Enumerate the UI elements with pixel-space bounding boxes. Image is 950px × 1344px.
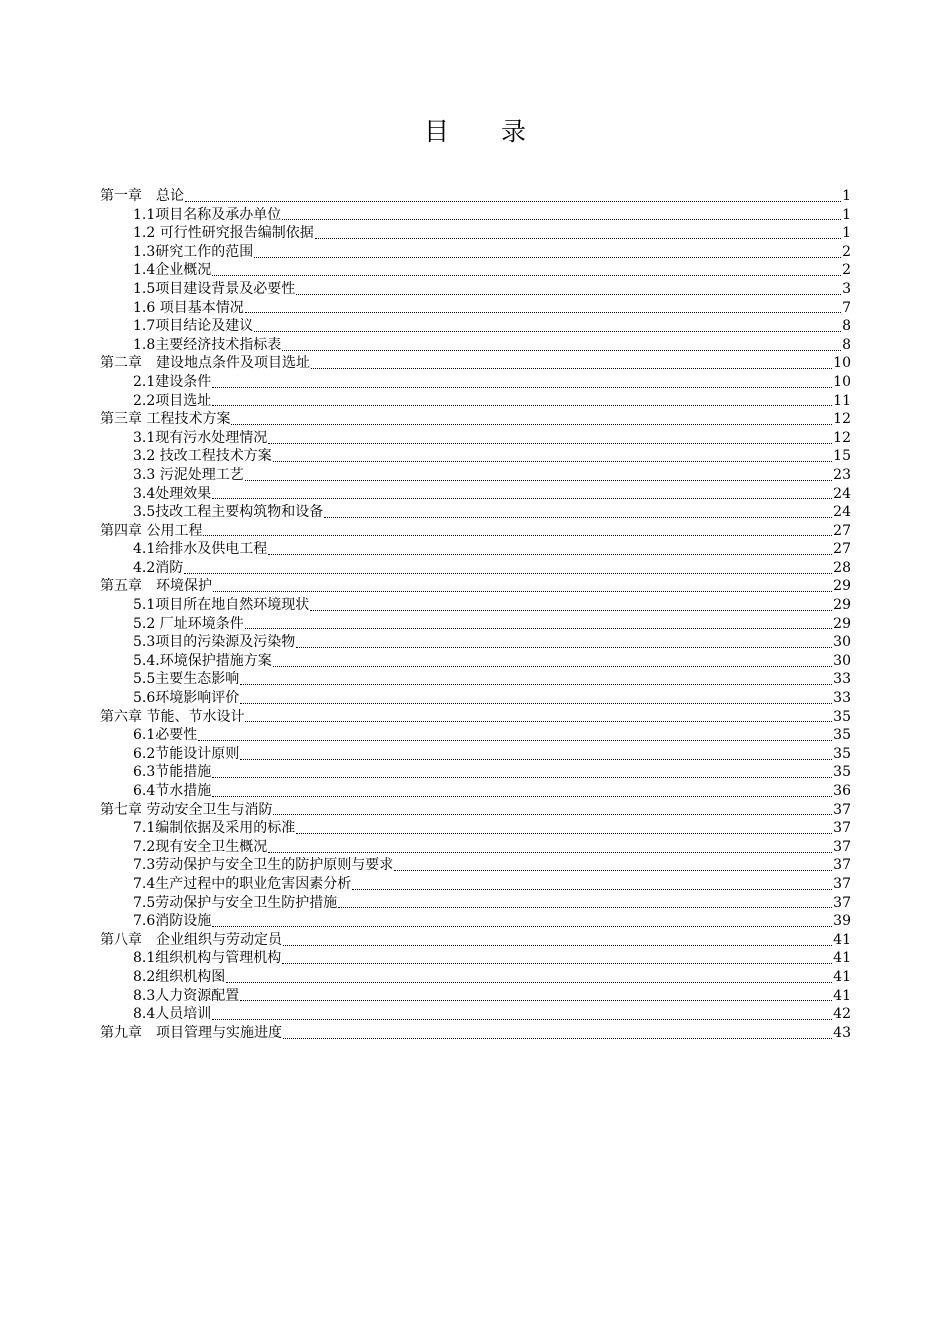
toc-entry-label: 第八章 企业组织与劳动定员 <box>100 931 282 948</box>
toc-page-number: 29 <box>833 615 851 632</box>
toc-page-number: 1 <box>842 206 851 223</box>
toc-page-number: 8 <box>842 318 851 335</box>
toc-section-entry[interactable] <box>100 1005 851 1024</box>
toc-section-entry[interactable] <box>100 243 851 262</box>
toc-dot-leader <box>245 480 832 481</box>
toc-dot-leader <box>273 666 832 667</box>
toc-page-number: 37 <box>833 857 851 874</box>
toc-section-entry[interactable] <box>100 615 851 634</box>
toc-entry-label: 2.2项目选址 <box>133 392 212 409</box>
toc-section-entry[interactable] <box>100 559 851 578</box>
toc-dot-leader <box>338 907 832 908</box>
toc-dot-leader <box>203 535 832 536</box>
toc-entry-label: 1.2 可行性研究报告编制依据 <box>133 225 314 242</box>
toc-entry-label: 第二章 建设地点条件及项目选址 <box>100 355 310 372</box>
toc-chapter-entry[interactable] <box>100 931 851 950</box>
toc-section-entry[interactable] <box>100 466 851 485</box>
toc-page-number: 35 <box>833 745 851 762</box>
toc-page-number: 35 <box>833 727 851 744</box>
toc-section-entry[interactable] <box>100 336 851 355</box>
toc-dot-leader <box>212 926 832 927</box>
toc-dot-leader <box>212 387 832 388</box>
toc-page-number: 41 <box>833 987 851 1004</box>
toc-dot-leader <box>273 814 832 815</box>
toc-entry-label: 第七章 劳动安全卫生与消防 <box>100 801 273 818</box>
toc-page-number: 23 <box>833 466 851 483</box>
toc-dot-leader <box>231 424 832 425</box>
toc-entry-label: 5.2 厂址环境条件 <box>133 615 244 632</box>
toc-page-number: 35 <box>833 708 851 725</box>
toc-page-number: 29 <box>833 597 851 614</box>
toc-entry-label: 1.8主要经济技术指标表 <box>133 336 282 353</box>
toc-page-number: 30 <box>833 634 851 651</box>
toc-dot-leader <box>245 312 841 313</box>
toc-section-entry[interactable] <box>100 503 851 522</box>
toc-page-number: 27 <box>833 522 851 539</box>
toc-entry-label: 第一章 总论 <box>100 188 184 204</box>
toc-entry-label: 1.1项目名称及承办单位 <box>133 206 282 223</box>
toc-page-number: 35 <box>833 764 851 781</box>
page-title: 目 录 <box>424 117 548 146</box>
toc-page-number: 10 <box>833 373 851 390</box>
toc-page-number: 41 <box>833 968 851 985</box>
toc-chapter-entry[interactable] <box>100 1024 851 1043</box>
toc-chapter-entry[interactable] <box>100 708 851 727</box>
toc-entry-label: 3.5技改工程主要构筑物和设备 <box>133 504 324 521</box>
toc-dot-leader <box>184 573 832 574</box>
toc-section-entry[interactable] <box>100 317 851 336</box>
toc-entry-label: 1.5项目建设背景及必要性 <box>133 280 296 297</box>
toc-page-number: 24 <box>833 504 851 521</box>
toc-dot-leader <box>283 945 832 946</box>
toc-page-number: 43 <box>833 1024 851 1041</box>
toc-section-entry[interactable] <box>100 763 851 782</box>
toc-section-entry[interactable] <box>100 299 851 318</box>
toc-page-number: 39 <box>833 913 851 930</box>
toc-dot-leader <box>352 889 832 890</box>
toc-section-entry[interactable] <box>100 280 851 299</box>
toc-entry-label: 第六章 节能、节水设计 <box>100 708 245 725</box>
toc-dot-leader <box>394 870 832 871</box>
toc-section-entry[interactable] <box>100 782 851 801</box>
toc-dot-leader <box>198 740 832 741</box>
toc-page-number: 8 <box>842 336 851 353</box>
toc-entry-label: 第四章 公用工程 <box>100 522 203 539</box>
toc-dot-leader <box>240 1000 832 1001</box>
toc-page-number: 37 <box>833 820 851 837</box>
toc-entry-label: 7.4生产过程中的职业危害因素分析 <box>133 875 352 892</box>
toc-dot-leader <box>282 219 841 220</box>
toc-section-entry[interactable] <box>100 206 851 225</box>
toc-section-entry[interactable] <box>100 429 851 448</box>
toc-dot-leader <box>212 796 832 797</box>
toc-dot-leader <box>282 963 832 964</box>
toc-dot-leader <box>185 201 841 202</box>
toc-dot-leader <box>254 257 841 258</box>
toc-section-entry[interactable] <box>100 373 851 392</box>
toc-entry-label: 3.1现有污水处理情况 <box>133 429 268 446</box>
toc-page-number: 33 <box>833 690 851 707</box>
toc-dot-leader <box>296 647 832 648</box>
toc-page-number: 3 <box>842 280 851 297</box>
toc-page-number: 28 <box>833 559 851 576</box>
toc-section-entry[interactable] <box>100 540 851 559</box>
toc-section-entry[interactable] <box>100 261 851 280</box>
toc-dot-leader <box>226 982 832 983</box>
toc-section-entry[interactable] <box>100 819 851 838</box>
toc-chapter-entry[interactable] <box>100 187 851 206</box>
toc-page-number: 2 <box>842 262 851 279</box>
toc-page-number: 37 <box>833 838 851 855</box>
toc-entry-label: 2.1建设条件 <box>133 373 212 390</box>
toc-section-entry[interactable] <box>100 856 851 875</box>
toc-section-entry[interactable] <box>100 838 851 857</box>
toc-dot-leader <box>268 443 832 444</box>
toc-entry-label: 3.3 污泥处理工艺 <box>133 466 244 483</box>
toc-page-number: 36 <box>833 783 851 799</box>
toc-dot-leader <box>212 777 832 778</box>
toc-dot-leader <box>240 759 832 760</box>
toc-dot-leader <box>315 238 841 239</box>
toc-page-number: 30 <box>833 652 851 669</box>
toc-page-number: 1 <box>842 188 851 204</box>
toc-entry-label: 第三章 工程技术方案 <box>100 411 231 428</box>
toc-dot-leader <box>254 331 841 332</box>
toc-section-entry[interactable] <box>100 652 851 671</box>
toc-dot-leader <box>283 1038 832 1039</box>
toc-section-entry[interactable] <box>100 726 851 745</box>
toc-dot-leader <box>282 350 841 351</box>
toc-chapter-entry[interactable] <box>100 410 851 429</box>
toc-entry-label: 4.2消防 <box>133 559 184 576</box>
toc-entry-label: 5.3项目的污染源及污染物 <box>133 634 296 651</box>
toc-entry-label: 5.5主要生态影响 <box>133 671 240 688</box>
toc-page-number: 33 <box>833 671 851 688</box>
toc-entry-label: 第五章 环境保护 <box>100 578 212 595</box>
toc-page-number: 42 <box>833 1006 851 1023</box>
toc-entry-label: 8.1组织机构与管理机构 <box>133 950 282 967</box>
toc-page-number: 2 <box>842 243 851 260</box>
toc-entry-label: 1.4企业概况 <box>133 262 212 279</box>
toc-section-entry[interactable] <box>100 689 851 708</box>
toc-dot-leader <box>268 554 832 555</box>
toc-dot-leader <box>212 405 832 406</box>
toc-section-entry[interactable] <box>100 745 851 764</box>
toc-section-entry[interactable] <box>100 392 851 411</box>
toc-dot-leader <box>212 1019 832 1020</box>
toc-entry-label: 6.3节能措施 <box>133 764 212 781</box>
toc-dot-leader <box>268 852 832 853</box>
toc-page-number: 11 <box>833 392 851 409</box>
toc-entry-label: 7.1编制依据及采用的标准 <box>133 820 296 837</box>
toc-entry-label: 7.5劳动保护与安全卫生防护措施 <box>133 894 338 911</box>
toc-section-entry[interactable] <box>100 596 851 615</box>
toc-section-entry[interactable] <box>100 912 851 931</box>
toc-entry-label: 8.3人力资源配置 <box>133 987 240 1004</box>
toc-entry-label: 8.4人员培训 <box>133 1006 212 1023</box>
toc-entry-label: 6.4节水措施 <box>133 783 212 799</box>
toc-page-number: 27 <box>833 541 851 558</box>
toc-page-number: 12 <box>833 411 851 428</box>
toc-entry-label: 第九章 项目管理与实施进度 <box>100 1024 282 1041</box>
toc-page-number: 29 <box>833 578 851 595</box>
table-of-contents <box>100 187 851 1042</box>
toc-entry-label: 7.3劳动保护与安全卫生的防护原则与要求 <box>133 857 394 874</box>
toc-page-number: 15 <box>833 448 851 465</box>
toc-dot-leader <box>213 591 832 592</box>
toc-chapter-entry[interactable] <box>100 577 851 596</box>
toc-entry-label: 7.6消防设施 <box>133 913 212 930</box>
toc-dot-leader <box>324 517 832 518</box>
toc-section-entry[interactable] <box>100 633 851 652</box>
toc-entry-label: 6.1必要性 <box>133 727 198 744</box>
toc-dot-leader <box>240 684 832 685</box>
toc-page-number: 41 <box>833 931 851 948</box>
toc-entry-label: 4.1给排水及供电工程 <box>133 541 268 558</box>
toc-page-number: 7 <box>842 299 851 316</box>
toc-page-number: 1 <box>842 225 851 242</box>
toc-dot-leader <box>245 721 832 722</box>
toc-chapter-entry[interactable] <box>100 801 851 820</box>
toc-entry-label: 7.2现有安全卫生概况 <box>133 838 268 855</box>
toc-dot-leader <box>296 833 832 834</box>
toc-dot-leader <box>212 498 832 499</box>
toc-page-number: 37 <box>833 894 851 911</box>
toc-dot-leader <box>240 703 832 704</box>
toc-section-entry[interactable] <box>100 968 851 987</box>
toc-page-number: 37 <box>833 875 851 892</box>
toc-section-entry[interactable] <box>100 894 851 913</box>
toc-entry-label: 8.2组织机构图 <box>133 968 226 985</box>
toc-entry-label: 1.6 项目基本情况 <box>133 299 244 316</box>
toc-section-entry[interactable] <box>100 224 851 243</box>
toc-dot-leader <box>310 610 832 611</box>
toc-dot-leader <box>311 368 832 369</box>
toc-dot-leader <box>245 628 832 629</box>
toc-dot-leader <box>212 275 841 276</box>
toc-page-number: 41 <box>833 950 851 967</box>
toc-entry-label: 3.2 技改工程技术方案 <box>133 448 272 465</box>
toc-entry-label: 5.6环境影响评价 <box>133 690 240 707</box>
toc-page-number: 24 <box>833 485 851 502</box>
toc-section-entry[interactable] <box>100 485 851 504</box>
toc-page-number: 37 <box>833 801 851 818</box>
toc-chapter-entry[interactable] <box>100 354 851 373</box>
toc-entry-label: 1.3研究工作的范围 <box>133 243 254 260</box>
toc-entry-label: 5.4.环境保护措施方案 <box>133 652 272 669</box>
toc-entry-label: 5.1项目所在地自然环境现状 <box>133 597 310 614</box>
toc-page-number: 10 <box>833 355 851 372</box>
toc-section-entry[interactable] <box>100 670 851 689</box>
toc-entry-label: 6.2节能设计原则 <box>133 745 240 762</box>
toc-page-number: 12 <box>833 429 851 446</box>
toc-dot-leader <box>296 294 841 295</box>
toc-section-entry[interactable] <box>100 949 851 968</box>
toc-section-entry[interactable] <box>100 875 851 894</box>
toc-chapter-entry[interactable] <box>100 522 851 541</box>
toc-dot-leader <box>273 461 832 462</box>
toc-section-entry[interactable] <box>100 987 851 1006</box>
toc-entry-label: 1.7项目结论及建议 <box>133 318 254 335</box>
toc-entry-label: 3.4处理效果 <box>133 485 212 502</box>
toc-section-entry[interactable] <box>100 447 851 466</box>
